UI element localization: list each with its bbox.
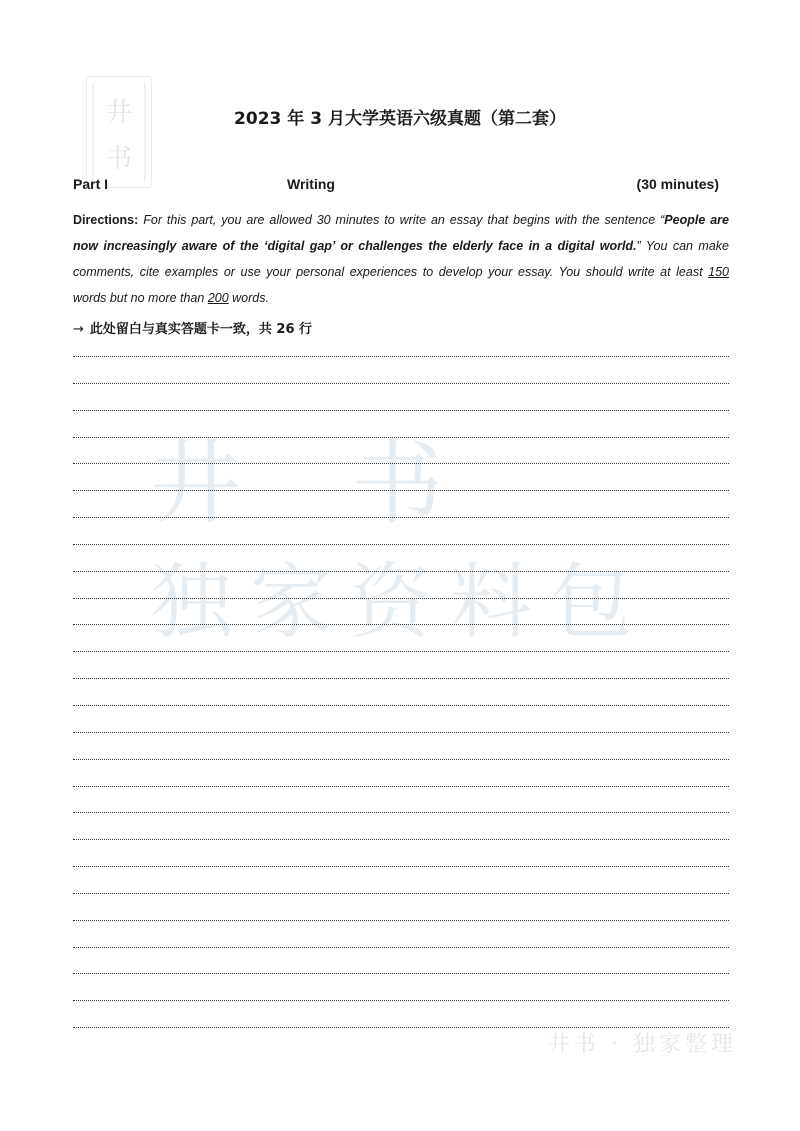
answer-line[interactable]	[73, 410, 729, 412]
watermark-row-1: 井 书	[150, 430, 484, 537]
directions-lead: Directions:	[73, 213, 139, 227]
logo-top-char: 井	[105, 98, 133, 128]
directions-text-2: ” You can make comments, cite examples or use your personal experiences to develop your essay. You should write at least	[73, 239, 729, 279]
answer-line[interactable]	[73, 812, 729, 814]
answer-line[interactable]	[73, 383, 729, 385]
answer-line[interactable]	[73, 624, 729, 626]
part-time: (30 minutes)	[636, 176, 719, 192]
directions-quote: People are now increasingly aware of the ‘digital gap’ or challenges the elderly face in a digital world.	[73, 213, 729, 253]
answer-line[interactable]	[73, 356, 729, 358]
answer-line[interactable]	[73, 1000, 729, 1002]
answer-line[interactable]	[73, 437, 729, 439]
directions-text-3: words but no more than	[73, 291, 208, 305]
answer-line[interactable]	[73, 866, 729, 868]
answer-line[interactable]	[73, 678, 729, 680]
directions-text-1: For this part, you are allowed 30 minutes to write an essay that begins with the sentence “	[138, 213, 665, 227]
answer-line[interactable]	[73, 490, 729, 492]
answer-line[interactable]	[73, 705, 729, 707]
part-name: Writing	[287, 176, 335, 192]
logo	[86, 76, 152, 188]
answer-line[interactable]	[73, 973, 729, 975]
answer-line[interactable]	[73, 651, 729, 653]
answer-line[interactable]	[73, 732, 729, 734]
answer-line[interactable]	[73, 463, 729, 465]
answer-note-text: 此处留白与真实答题卡一致，共 26 行	[89, 322, 313, 337]
answer-line[interactable]	[73, 571, 729, 573]
answer-line[interactable]	[73, 517, 729, 519]
answer-line[interactable]	[73, 839, 729, 841]
answer-note	[73, 318, 312, 337]
min-words: 150	[708, 265, 729, 279]
answer-line[interactable]	[73, 947, 729, 949]
answer-line[interactable]	[73, 759, 729, 761]
answer-lines	[73, 356, 729, 1054]
answer-line[interactable]	[73, 544, 729, 546]
arrow-icon: →	[73, 322, 84, 337]
directions-text-4: words.	[228, 291, 269, 305]
answer-line[interactable]	[73, 893, 729, 895]
directions	[73, 207, 729, 311]
max-words: 200	[207, 291, 229, 305]
part-header	[73, 176, 719, 196]
logo-bottom-char: 书	[105, 144, 133, 174]
answer-line[interactable]	[73, 786, 729, 788]
corner-watermark: 井书 · 独家整理	[548, 1032, 737, 1057]
answer-line[interactable]	[73, 598, 729, 600]
watermark-row-2: 独家资料包	[150, 555, 651, 650]
part-label: Part I	[73, 176, 109, 192]
answer-line[interactable]	[73, 920, 729, 922]
page-title: 2023 年 3 月大学英语六级真题（第二套）	[234, 109, 566, 129]
